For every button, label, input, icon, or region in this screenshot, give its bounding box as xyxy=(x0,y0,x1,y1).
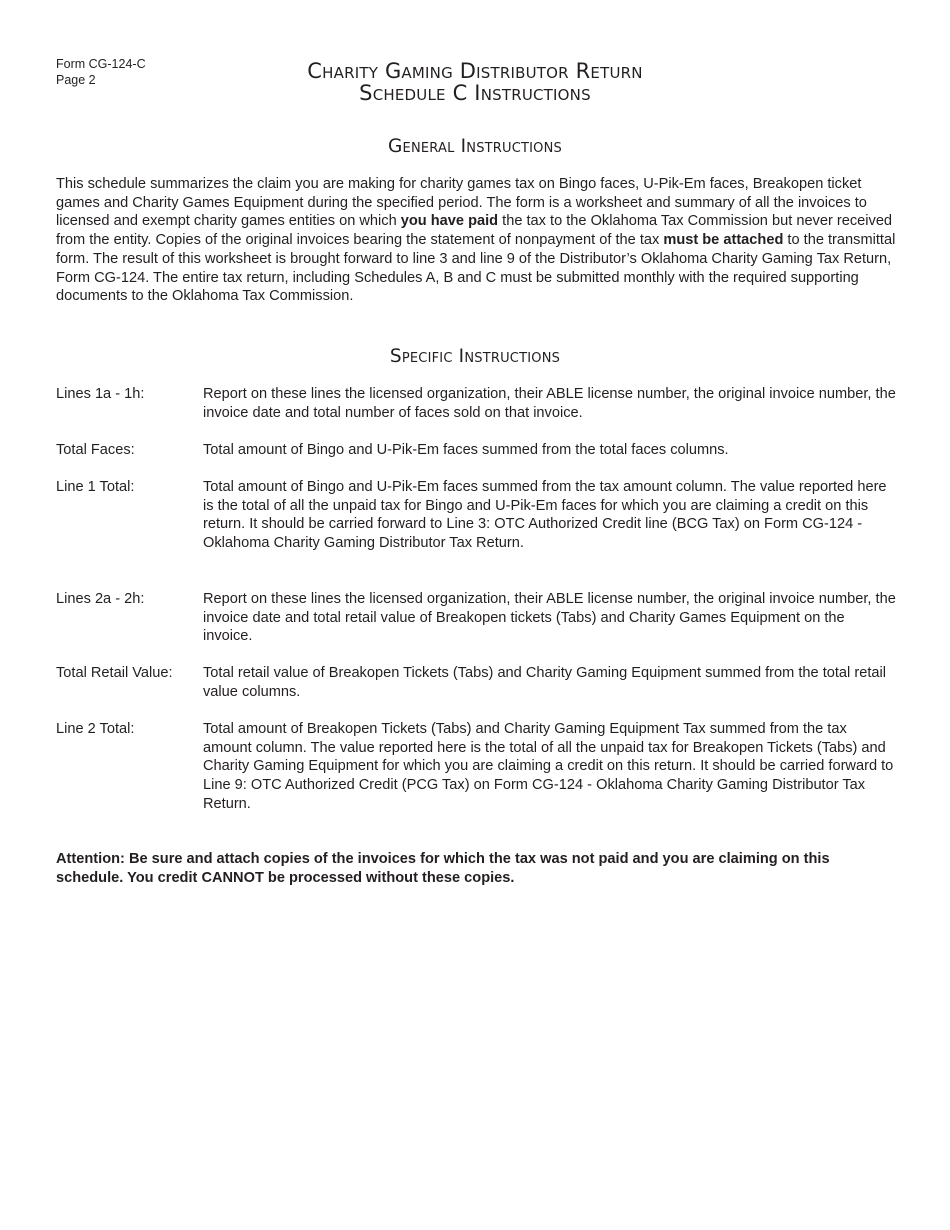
instruction-label: Line 1 Total: xyxy=(56,479,135,495)
instruction-row-line-2-total xyxy=(56,720,896,814)
specific-instructions-heading: Specific Instructions xyxy=(389,346,561,367)
instruction-text: Total amount of Bingo and U-Pik-Em faces summed from the tax amount column. The value reported here is the total of all the unpaid tax for Bingo and U-Pik-Em faces for which you are claiming a credit on this return. It should be carried forward to Line 3: OTC Authorized Credit line (BCG Tax) on Form CG-124 - Oklahoma Charity Gaming Distributor Tax Return. xyxy=(203,479,887,552)
general-bold-2: must be attached xyxy=(663,232,784,249)
instruction-row-total-retail-value xyxy=(56,664,896,701)
instruction-text: Total amount of Breakopen Tickets (Tabs) and Charity Gaming Equipment Tax summed from the tax amount column. The value reported here is the total of all the unpaid tax for Breakopen Tickets (Tabs) and Charity Gaming Equipment for which you are claiming a credit on this return. It should be carried forward to Line 9: OTC Authorized Credit (PCG Tax) on Form CG-124 - Oklahoma Charity Gaming Distributor Tax Return. xyxy=(203,721,894,812)
instruction-label: Total Faces: xyxy=(56,442,135,458)
form-number: Form CG-124-C xyxy=(56,57,146,71)
instruction-row-lines-1a-1h xyxy=(56,385,896,422)
attention-notice: Attention: Be sure and attach copies of the invoices for which the tax was not paid and you are claiming on this schedule. You credit CANNOT be processed without these copies. xyxy=(56,851,830,886)
page-number: Page 2 xyxy=(56,73,96,87)
general-text-1: This schedule summarizes the claim you are making for charity games tax on Bingo faces, U-Pik-Em faces, Breakopen ticket games and Charity Games Equipment during the specified period. The form is a worksheet and summary of all the invoices to licensed and exempt charity games entities on which xyxy=(56,176,867,230)
instruction-row-lines-2a-2h xyxy=(56,590,896,646)
instruction-label: Lines 1a - 1h: xyxy=(56,386,145,402)
general-instructions-heading: General Instructions xyxy=(388,136,562,157)
instruction-text: Total retail value of Breakopen Tickets (Tabs) and Charity Gaming Equipment summed from the total retail value columns. xyxy=(203,665,886,700)
instruction-text: Report on these lines the licensed organization, their ABLE license number, the original invoice number, the invoice date and total retail value of Breakopen tickets (Tabs) and Charity Games Equipment on the invoice. xyxy=(203,591,896,645)
instruction-text: Total amount of Bingo and U-Pik-Em faces summed from the total faces columns. xyxy=(203,442,729,458)
instruction-row-line-1-total xyxy=(56,478,896,553)
document-title xyxy=(0,60,950,104)
instruction-row-total-faces xyxy=(56,441,896,460)
general-text-3: to the transmittal form. The result of this worksheet is brought forward to line 3 and line 9 of the Distributor’s Oklahoma Charity Gaming Tax Return, Form CG-124. The entire tax return, including Schedules A, B and C must be submitted monthly with the required supporting documents to the Oklahoma Tax Commission. xyxy=(56,232,896,305)
title-line-2: Schedule C Instructions xyxy=(359,81,591,105)
instruction-text: Report on these lines the licensed organization, their ABLE license number, the original invoice number, the invoice date and total number of faces sold on that invoice. xyxy=(203,386,896,421)
instruction-label: Line 2 Total: xyxy=(56,721,135,737)
general-bold-1: you have paid xyxy=(400,213,499,230)
general-text-2: the tax to the Oklahoma Tax Commission but never received from the entity. Copies of the original invoices bearing the statement of nonpayment of the tax xyxy=(56,213,893,249)
general-instructions-paragraph xyxy=(56,175,896,306)
instruction-label: Lines 2a - 2h: xyxy=(56,591,145,607)
title-line-1: Charity Gaming Distributor Return xyxy=(307,59,643,83)
instruction-label: Total Retail Value: xyxy=(56,665,173,681)
